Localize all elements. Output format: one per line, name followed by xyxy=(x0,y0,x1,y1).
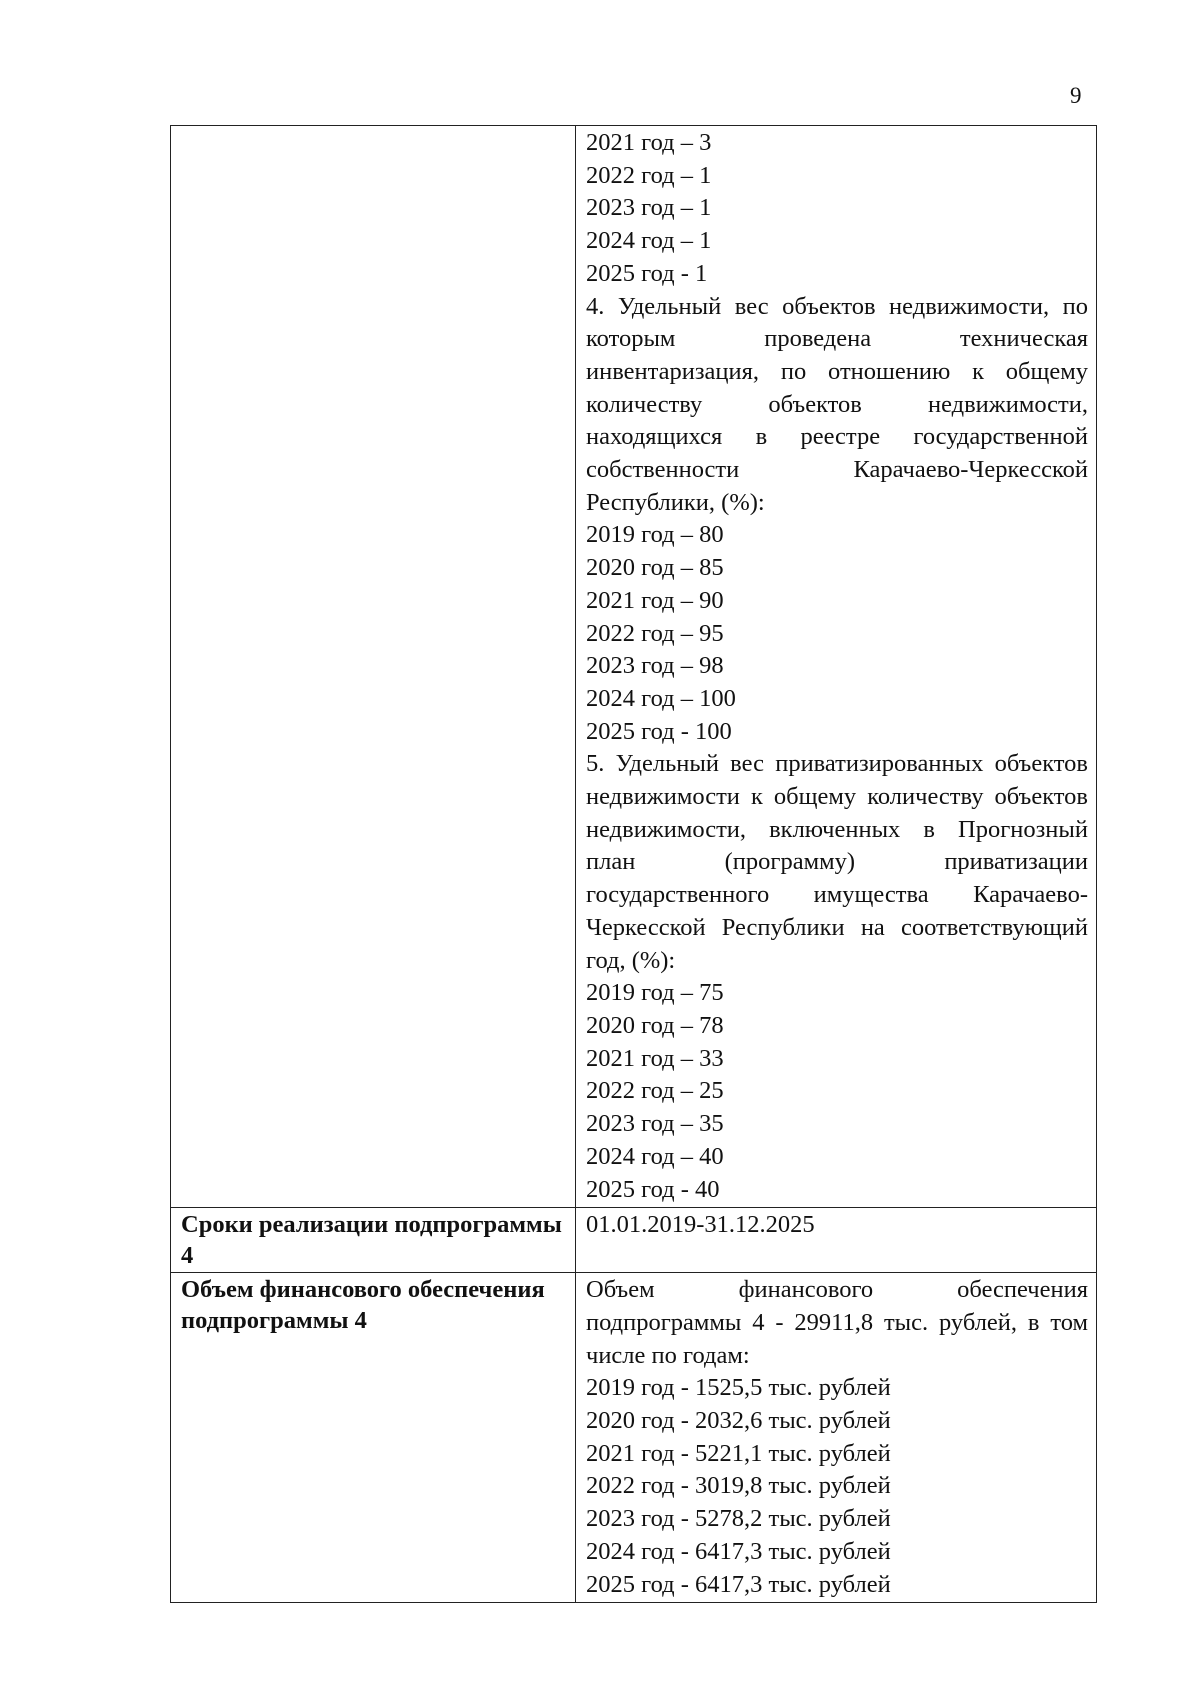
terms-label: Сроки реализации подпрограммы 4 xyxy=(181,1211,562,1270)
indicator-year-line: 2020 год – 85 xyxy=(586,554,724,582)
indicator-year-line: 2023 год – 98 xyxy=(586,652,724,680)
row-label-cell xyxy=(171,1208,576,1273)
table-row-indicators xyxy=(171,126,1097,1208)
indicator-5-description: 5. Удельный вес приватизированных объектов недвижимости к общему количеству объектов недвижимости, включенных в Прогнозный план (программу) приватизации государственного имущества Карачаево-Черкесской Республики на соответствующий год, (%): xyxy=(586,750,1088,974)
indicator-year-line: 2019 год – 80 xyxy=(586,521,724,549)
indicators-cell xyxy=(576,126,1097,1208)
row-label xyxy=(181,127,567,137)
row-label-cell xyxy=(171,126,576,1208)
indicator-year-line: 2023 год – 35 xyxy=(586,1110,724,1138)
indicator-year-line: 2021 год – 3 xyxy=(586,129,712,156)
funding-label: Объем финансового обеспечения подпрограммы 4 xyxy=(181,1276,545,1335)
indicator-year-line: 2024 год – 40 xyxy=(586,1142,724,1170)
table-row-funding xyxy=(171,1273,1097,1603)
terms-value-cell xyxy=(576,1208,1097,1273)
indicator-4-description: 4. Удельный вес объектов недвижимости, по которым проведена техническая инвентаризация, по отношению к общему количеству объектов недвижимости, находящихся в реестре государственной собственности Карачаево-Черкесской Республики, (%): xyxy=(586,292,1088,516)
indicator-year-line: 2022 год – 25 xyxy=(586,1077,724,1105)
funding-year-line: 2024 год - 6417,3 тыс. рублей xyxy=(586,1537,891,1565)
indicator-year-line: 2025 год - 1 xyxy=(586,259,708,287)
indicator-year-line: 2020 год – 78 xyxy=(586,1011,724,1039)
indicator-year-line: 2022 год – 95 xyxy=(586,619,724,647)
funding-year-line: 2023 год - 5278,2 тыс. рублей xyxy=(586,1505,891,1533)
indicator-year-line: 2024 год – 1 xyxy=(586,227,712,255)
indicator-year-line: 2019 год – 75 xyxy=(586,979,724,1007)
terms-value: 01.01.2019-31.12.2025 xyxy=(586,1211,815,1239)
indicator-year-line: 2021 год – 90 xyxy=(586,586,724,614)
row-label-cell xyxy=(171,1273,576,1603)
indicator-year-line: 2021 год – 33 xyxy=(586,1044,724,1072)
funding-year-line: 2022 год - 3019,8 тыс. рублей xyxy=(586,1472,891,1500)
page-number: 9 xyxy=(1070,83,1082,108)
indicator-year-line: 2022 год – 1 xyxy=(586,161,712,189)
indicator-year-line: 2025 год - 100 xyxy=(586,717,732,745)
indicator-year-line: 2023 год – 1 xyxy=(586,194,712,222)
funding-year-line: 2025 год - 6417,3 тыс. рублей xyxy=(586,1570,891,1598)
indicator-year-line: 2024 год – 100 xyxy=(586,684,736,712)
indicator-year-line: 2025 год - 40 xyxy=(586,1175,720,1203)
passport-table xyxy=(170,125,1097,1603)
funding-intro: Объем финансового обеспечения подпрограммы 4 - 29911,8 тыс. рублей, в том числе по годам: xyxy=(586,1276,1088,1369)
table-row-terms xyxy=(171,1208,1097,1273)
funding-year-line: 2021 год - 5221,1 тыс. рублей xyxy=(586,1439,891,1467)
funding-year-line: 2020 год - 2032,6 тыс. рублей xyxy=(586,1407,891,1435)
funding-year-line: 2019 год - 1525,5 тыс. рублей xyxy=(586,1374,891,1402)
funding-value-cell xyxy=(576,1273,1097,1603)
